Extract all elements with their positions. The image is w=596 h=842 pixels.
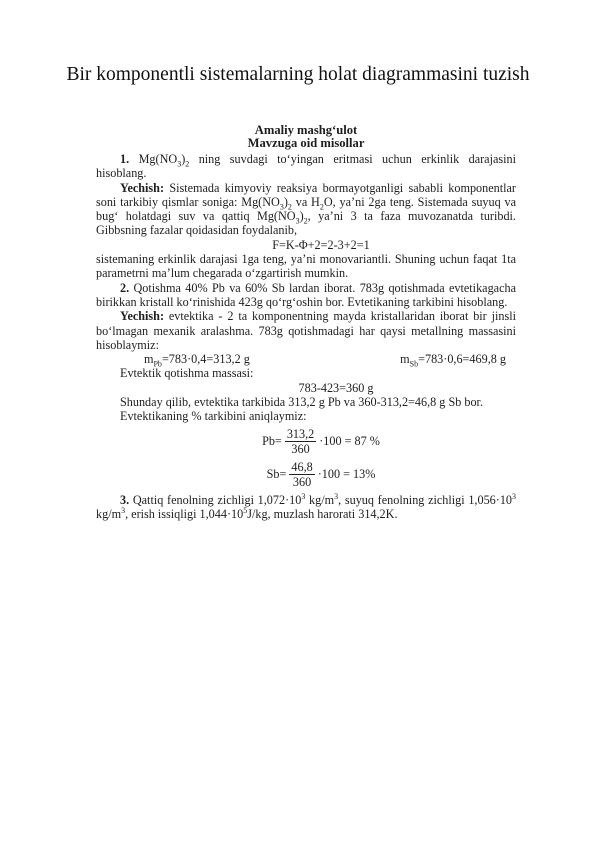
solution-1-conclusion: sistemaning erkinlik darajasi 1ga teng, ya’ni monovariantli. Shuning uchun faqat 1ta parametrni ma’lum chegarada o‘zgartirish mumkin. <box>96 252 516 281</box>
solution-1: Yechish: Sistemada kimyoviy reaksiya bormayotganligi sababli komponentlar soni tarkibiy qismlar soniga: $Mg(NO_3)_2$ va $H_2O$, ya’ni 2ga teng. Sistemada suyuq va bug‘ holatdagi suv va qattiq $Mg(NO_3)_2$, ya’ni 3 ta faza muvozanatda turibdi. Gibbsning fazalar qoidasidan foydalanib, <box>96 180 517 238</box>
gibbs-formula: F=K-Φ+2=2-3+2=1 <box>272 237 370 252</box>
pb-percent-formula: Pb= $\frac{313,2}{360}$ ·100 = 87 % <box>262 426 380 456</box>
section-subtitle: Mavzuga oid misollar <box>247 136 365 150</box>
problem-3: 3. Qattiq fenolning zichligi $1,072\cdot 10^3$ $kg/m^3$, suyuq fenolning zichligi $1,056\cdot 10^3$ $kg/m^3$, erish issiqligi $1,044\cdot 10^5J/kg$, muzlash harorati 314,2K. <box>96 491 517 521</box>
problem-2: 2. Qotishma 40% Pb va 60% Sb lardan iborat. 783g qotishmada evtetikagacha birikkan kristall ko‘rinishida 423g qo‘rg‘oshin bor. Evtetikaning tarkibini hisoblang. <box>96 280 516 309</box>
mass-sb: $m_{Sb}=783\cdot 0,6=469,8$ g <box>400 352 506 369</box>
problem-1-number: 1. <box>120 152 130 166</box>
solution-1-label: Yechish: <box>120 180 165 195</box>
problem-2-number: 2. <box>120 280 130 295</box>
page-title: Bir komponentli sistemalarning holat diagrammasini tuzish <box>66 64 530 85</box>
pb-fraction: $\frac{313,2}{360}$ <box>286 426 315 456</box>
mass-pb: $m_{Pb}=783\cdot 0,4=313,2$ g <box>144 352 250 369</box>
percent-label: Evtektikaning % tarkibini aniqlaymiz: <box>120 409 307 424</box>
sb-fraction: $\frac{46,8}{360}$ <box>291 459 313 489</box>
metal-masses <box>96 352 516 369</box>
problem-1: 1. $Mg(NO_3)_2$ ning suvdagi to‘yingan eritmasi uchun erkinlik darajasini hisoblang. <box>96 152 516 181</box>
solution-2: Yechish: evtektika - 2 ta komponentning mayda kristallaridan iborat bir jinsli bo‘lmagan mexanik aralashma. 783g qotishmadagi har qaysi metallning massasini hisoblaymiz: <box>96 309 516 352</box>
solution-2-label: Yechish: <box>120 309 165 324</box>
problem-3-number: 3. <box>120 492 130 507</box>
eutectic-mass-label: Evtektik qotishma massasi: <box>120 366 254 381</box>
scanned-text-block <box>96 124 516 521</box>
section-title: Amaliy mashg‘ulot <box>254 123 358 137</box>
eutectic-mass-formula: 783-423=360 g <box>298 380 374 395</box>
eutectic-composition-text: Shunday qilib, evtektika tarkibida 313,2 g Pb va 360-313,2=46,8 g Sb bor. <box>120 395 483 410</box>
sb-percent-formula: Sb= $\frac{46,8}{360}$ ·100 = 13% <box>266 459 376 489</box>
